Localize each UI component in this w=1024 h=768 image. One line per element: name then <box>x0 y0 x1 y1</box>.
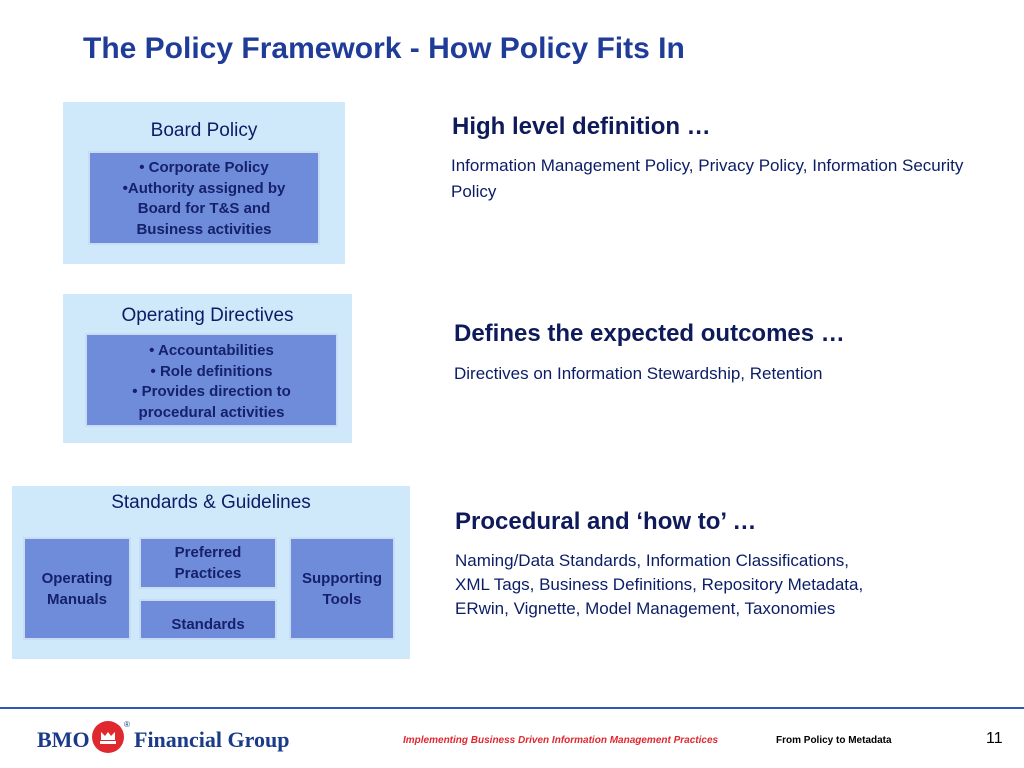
standards-box <box>139 599 277 640</box>
tier3-heading: Procedural and ‘how to’ … <box>455 508 757 535</box>
tier2-description: Directives on Information Stewardship, Retention <box>454 364 823 383</box>
tier1-description: Information Management Policy, Privacy Policy, Information Security Policy <box>451 156 964 201</box>
description-line: Naming/Data Standards, Information Classifications, <box>455 551 850 570</box>
operating-manuals-box <box>23 537 131 640</box>
page-number: 11 <box>986 730 1003 747</box>
list-item: •Authority assigned by <box>122 179 286 197</box>
list-item: procedural activities <box>138 403 285 421</box>
board-policy-list <box>88 151 320 245</box>
list-item: • Corporate Policy <box>139 159 269 176</box>
logo-bmo-text: BMO <box>37 727 90 752</box>
description-line: ERwin, Vignette, Model Management, Taxonomies <box>455 599 836 618</box>
tier2-heading: Defines the expected outcomes … <box>454 320 845 347</box>
supporting-tools-box <box>289 537 395 640</box>
operating-manuals-label: Operating Manuals <box>41 569 113 608</box>
board-policy-panel <box>63 102 345 264</box>
preferred-practices-box <box>139 537 277 589</box>
description-line: XML Tags, Business Definitions, Repository Metadata, <box>455 575 864 594</box>
logo-financial-group-text: Financial Group <box>134 727 290 752</box>
page-title: The Policy Framework - How Policy Fits In <box>83 32 685 65</box>
list-item: • Provides direction to <box>132 383 291 400</box>
standards-guidelines-title: Standards & Guidelines <box>111 492 311 513</box>
registered-mark: ® <box>124 720 130 729</box>
list-item: Board for T&S and <box>137 200 271 217</box>
bmo-m-bar-icon <box>92 721 124 753</box>
preferred-practices-label: Preferred Practices <box>174 544 242 582</box>
operating-directives-title: Operating Directives <box>121 305 294 326</box>
standards-label: Standards <box>171 616 245 633</box>
board-policy-title: Board Policy <box>150 120 258 141</box>
section-name: From Policy to Metadata <box>776 735 892 746</box>
list-item: • Role definitions <box>150 362 273 380</box>
list-item: Business activities <box>136 220 272 238</box>
bmo-roundel-icon <box>92 721 124 753</box>
operating-directives-list <box>85 333 338 427</box>
tier1-heading: High level definition … <box>452 113 711 140</box>
supporting-tools-label: Supporting Tools <box>302 569 382 608</box>
list-item: • Accountabilities <box>149 342 274 359</box>
operating-directives-panel <box>63 294 352 443</box>
tier3-description <box>455 549 995 621</box>
presentation-title: Implementing Business Driven Information Management Practices <box>403 735 719 746</box>
footer-divider <box>0 707 1024 709</box>
